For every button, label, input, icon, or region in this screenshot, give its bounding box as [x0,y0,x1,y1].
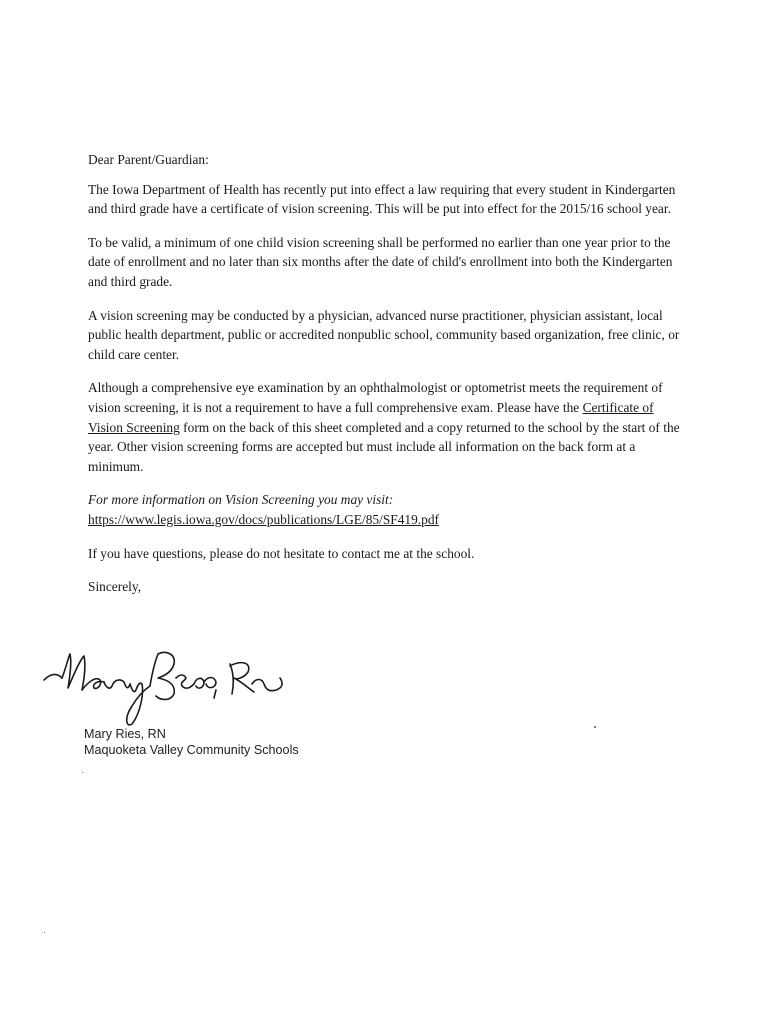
scan-speck [594,726,596,728]
paragraph-exam-after: form on the back of this sheet completed and a copy returned to the school by the start of the year. Other vision screening forms are accepted but must include all information on the back form at a minimum. [88,419,680,474]
closing: Sincerely, [88,579,142,595]
signer-name: Mary Ries, RN [84,727,166,741]
signer-block [84,726,299,758]
paragraph-validity: To be valid, a minimum of one child vision screening shall be performed no earlier than one year prior to the date of enrollment and no later than six months after the date of child's enrollment into both the Kindergarten and third grade. [88,234,673,289]
signer-organization: Maquoketa Valley Community Schools [84,743,299,757]
paragraph-providers: A vision screening may be conducted by a physician, advanced nurse practitioner, physician assistant, local public health department, public or accredited nonpublic school, community based organization, free clinic, or child care center. [88,307,680,362]
paragraph-exam-before: Although a comprehensive eye examination by an ophthalmologist or optometrist meets the requirement of vision screening, it is not a requirement to have a full comprehensive exam. Please have the [88,380,663,415]
signature-image [40,644,290,728]
scan-speck [82,772,83,773]
info-intro: For more information on Vision Screening you may visit: [88,492,394,508]
info-url[interactable]: https://www.legis.iowa.gov/docs/publications/LGE/85/SF419.pdf [88,511,439,527]
scan-speck [44,932,45,933]
questions-line: If you have questions, please do not hesitate to contact me at the school. [88,545,475,561]
greeting: Dear Parent/Guardian: [88,152,209,167]
paragraph-exam [88,378,680,476]
letter-body [88,150,680,611]
certificate-link: Certificate of Vision Screening [88,399,654,435]
paragraph-law: The Iowa Department of Health has recently put into effect a law requiring that every student in Kindergarten and third grade have a certificate of vision screening. This will be put into effect for the 2015/16 school year. [88,181,676,217]
